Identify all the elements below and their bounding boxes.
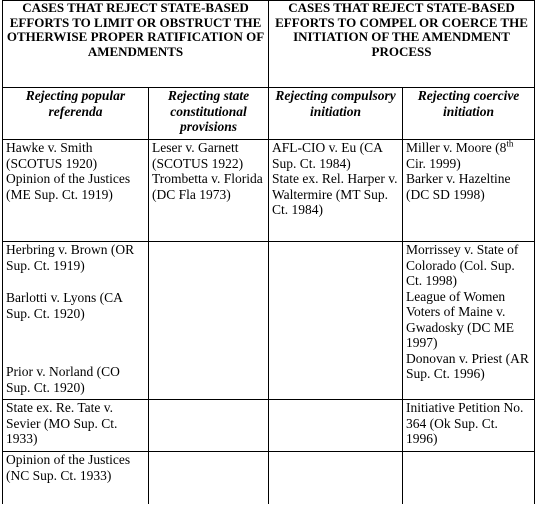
case-entry: Donovan v. Priest (AR Sup. Ct. 1996) [406,350,529,381]
case-entry: Opinion of the Justices (ME Sup. Ct. 1919) [6,171,131,202]
case-entry: State ex. Rel. Harper v. Waltermire (MT Sup. Ct. 1984) [272,171,398,217]
case-entry [406,140,531,171]
ordinal-suffix: th [506,139,514,149]
table-cell [403,400,535,452]
table-row [3,140,535,242]
subheader-coercive-initiation: Rejecting coercive initiation [403,88,535,140]
header-limit-obstruct: CASES THAT REJECT STATE-BASED EFFORTS TO LIMIT OR OBSTRUCT THE OTHERWISE PROPER RATIFICATION OF AMENDMENTS [3,1,269,88]
spacer [6,273,145,290]
table-cell [149,242,269,400]
case-entry: Prior v. Norland (CO Sup. Ct. 1920) [6,364,120,395]
table-cell [3,452,149,504]
case-entry: Initiative Petition No. 364 (Ok Sup. Ct. 1996) [406,400,524,446]
subheader-row [3,88,535,140]
header-row [3,1,535,88]
table-cell [3,400,149,452]
subheader-compulsory-initiation: Rejecting compulsory initiation [269,88,403,140]
table-row [3,242,535,400]
table-cell [3,140,149,242]
table-cell [149,400,269,452]
table-cell [149,140,269,242]
table-cell [403,242,535,400]
table-cell [3,242,149,400]
subheader-state-constitutional: Rejecting state constitutional provisions [149,88,269,140]
case-entry: Trombetta v. Florida (DC Fla 1973) [152,171,263,202]
table-cell [269,140,403,242]
case-entry: League of Women Voters of Maine v. Gwadosky (DC ME 1997) [406,288,515,350]
case-entry: Barlotti v. Lyons (CA Sup. Ct. 1920) [6,290,123,321]
header-compel-coerce: CASES THAT REJECT STATE-BASED EFFORTS TO COMPEL OR COERCE THE INITIATION OF THE AMENDMENT PROCESS [269,1,535,88]
table-cell [403,140,535,242]
case-entry: Barker v. Hazeltine (DC SD 1998) [406,171,511,202]
case-text: Miller v. Moore (8 [406,140,507,155]
case-text: Cir. 1999) [406,155,461,171]
cases-table [2,0,535,504]
case-entry: Herbring v. Brown (OR Sup. Ct. 1919) [6,242,135,273]
subheader-popular-referenda: Rejecting popular referenda [3,88,149,140]
case-entry: Morrissey v. State of Colorado (Col. Sup. Ct. 1998) [406,242,519,288]
case-entry: AFL-CIO v. Eu (CA Sup. Ct. 1984) [272,140,383,171]
table-cell [269,452,403,504]
table-cell [269,400,403,452]
case-entry: State ex. Re. Tate v. Sevier (MO Sup. Ct. 1933) [6,400,118,446]
case-entry: Hawke v. Smith (SCOTUS 1920) [6,140,98,171]
case-entry: Opinion of the Justices (NC Sup. Ct. 1933) [6,452,131,483]
spacer [6,321,145,364]
table-row [3,452,535,504]
table-cell [403,452,535,504]
table-cell [269,242,403,400]
table-cell [149,452,269,504]
table-row [3,400,535,452]
case-entry: Leser v. Garnett (SCOTUS 1922) [152,140,244,171]
